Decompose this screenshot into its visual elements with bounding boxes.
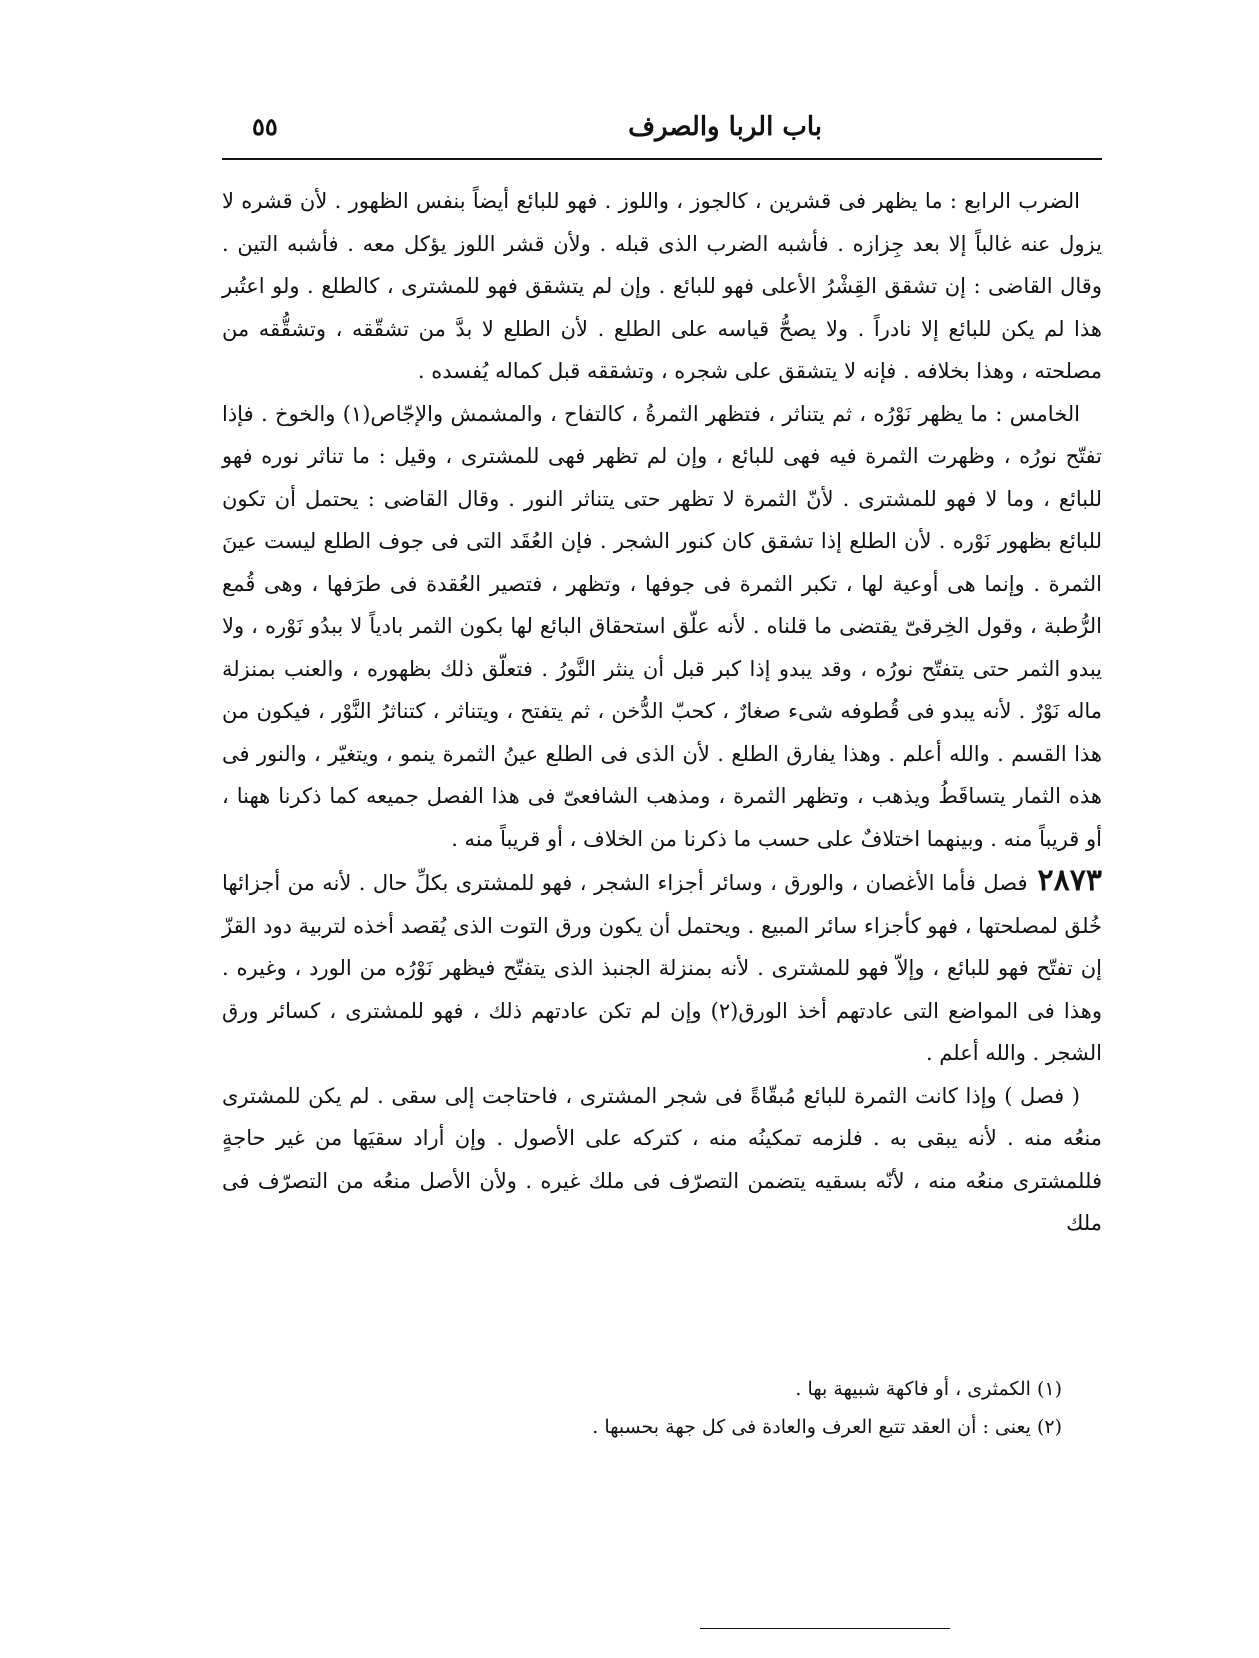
- section-number: ٢٨٧٣: [1037, 863, 1102, 898]
- paragraph-section: [222, 860, 1102, 1075]
- page-number: ٥٥: [252, 112, 278, 141]
- paragraph: الضرب الرابع : ما يظهر فى قشرين ، كالجوز ، واللوز . فهو للبائع أيضاً بنفس الظهور . لأن قشره لا يزول عنه غالباً إلا بعد جِزازه . فأشبه الضرب الذى قبله . ولأن قشر اللوز يؤكل معه . فأشبه التين . وقال القاضى : إن تشقق القِشْرُ الأعلى فهو للبائع . وإن لم يتشقق فهو للمشترى ، كالطلع . ولو اعتُبر هذا لم يكن للبائع إلا نادراً . ولا يصحُّ قياسه على الطلع . لأن الطلع لا بدَّ من تشقّقه ، وتشقُّقه من مصلحته ، وهذا بخلافه . فإنه لا يتشقق على شجره ، وتشققه قبل كماله يُفسده .: [222, 189, 1102, 383]
- footnotes: [222, 1370, 1102, 1446]
- bottom-rule: [700, 1628, 950, 1629]
- body-text: [222, 180, 1102, 1245]
- running-title: باب الربا والصرف: [628, 112, 822, 142]
- paragraph: ( فصل ) وإذا كانت الثمرة للبائع مُبقّاةً فى شجر المشترى ، فاحتاجت إلى سقى . لم يكن للمشترى منعُه منه . لأنه يبقى به . فلزمه تمكينُه منه ، كتركه على الأصول . وإن أراد سقيَها من غير حاجةٍ فللمشترى منعُه منه ، لأنّه بسقيه يتضمن التصرّف فى ملك غيره . ولأن الأصل منعُه من التصرّف فى ملك: [222, 1083, 1102, 1235]
- header-rule: [222, 158, 1102, 160]
- paragraph-text: فصل فأما الأغصان ، والورق ، وسائر أجزاء الشجر ، فهو للمشترى بكلِّ حال . لأنه من أجزائها خُلق لمصلحتها ، فهو كأجزاء سائر المبيع . ويحتمل أن يكون ورق التوت الذى يُقصد أخذه لتربية دود القزّ إن تفتّح فهو للبائع ، وإلاّ فهو للمشترى . لأنه بمنزلة الجنبذ الذى يتفتّح فيظهر نَوْرُه من الورد ، وغيره . وهذا فى المواضع التى عادتهم أخذ الورق(٢) وإن لم تكن عادتهم ذلك ، فهو للمشترى ، كسائر ورق الشجر . والله أعلم .: [222, 871, 1102, 1065]
- footnote: (٢) يعنى : أن العقد تتبع العرف والعادة فى كل جهة بحسبها .: [592, 1416, 1062, 1438]
- footnote: (١) الكمثرى ، أو فاكهة شبيهة بها .: [795, 1378, 1062, 1400]
- page-header: [222, 104, 1102, 154]
- paragraph: الخامس : ما يظهر نَوْرُه ، ثم يتناثر ، فتظهر الثمرةُ ، كالتفاح ، والمشمش والإجّاص(١) والخوخ . فإذا تفتّح نورُه ، وظهرت الثمرة فيه فهى للبائع ، وإن لم تظهر فهى للمشترى ، وقيل : ما تناثر نوره فهو للبائع ، وما لا فهو للمشترى . لأنّ الثمرة لا تظهر حتى يتناثر النور . وقال القاضى : يحتمل أن تكون للبائع بظهور نَوْره . لأن الطلع إذا تشقق كان كنور الشجر . فإن العُقَد التى فى جوف الطلع ليست عينَ الثمرة . وإنما هى أوعية لها ، تكبر الثمرة فى جوفها ، وتظهر ، فتصير العُقدة فى طرَفها ، وهى قُمع الرُّطبة ، وقول الخِرقىّ يقتضى ما قلناه . لأنه علّق استحقاق البائع لها بكون الثمر بادياً لا ببدُو نَوْره ، ولا يبدو الثمر حتى يتفتّح نورُه ، وقد يبدو إذا كبر قبل أن ينثر النَّورُ . فتعلّق ذلك بظهوره ، والعنب بمنزلة ماله نَوْرٌ . لأنه يبدو فى قُطوفه شىء صغارٌ ، كحبّ الدُّخن ، ثم يتفتح ، ويتناثر ، كتناثرُ النَّوْر ، فيكون من هذا القسم . والله أعلم . وهذا يفارق الطلع . لأن الذى فى الطلع عينُ الثمرة ينمو ، ويتغيّر ، والنور فى هذه الثمار يتساقَطُ ويذهب ، وتظهر الثمرة ، ومذهب الشافعىّ فى هذا الفصل جميعه كما ذكرنا ههنا ، أو قريباً منه . وبينهما اختلافٌ على حسب ما ذكرنا من الخلاف ، أو قريباً منه .: [222, 401, 1103, 851]
